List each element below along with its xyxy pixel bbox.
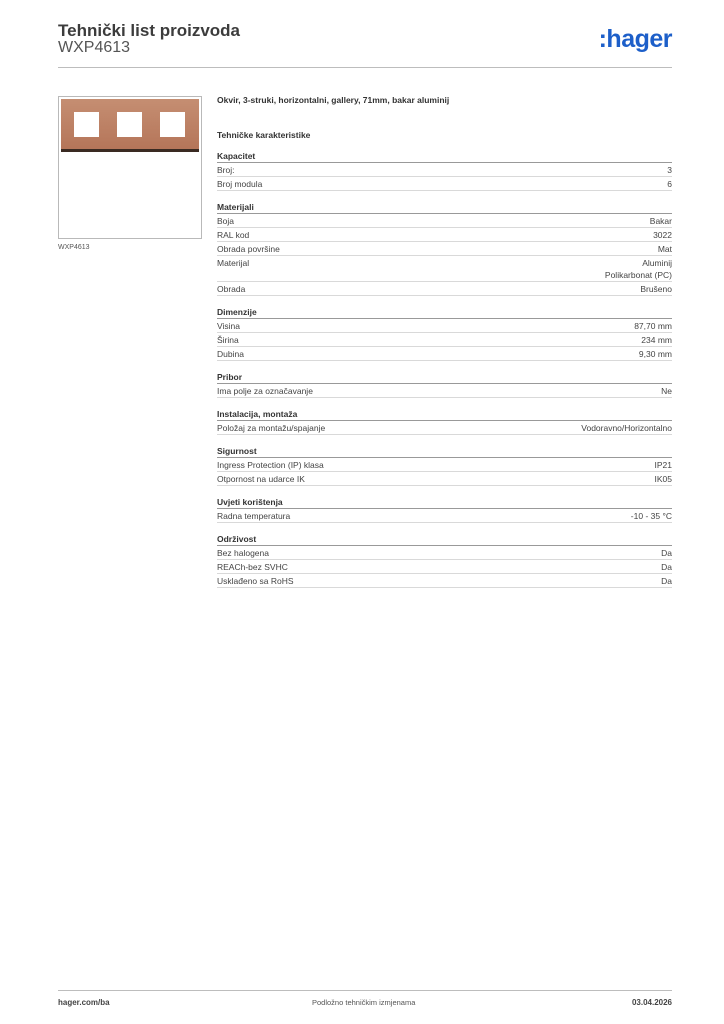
spec-row: [217, 163, 672, 177]
hager-logo: :hager: [598, 25, 672, 53]
spec-label: Broj modula: [217, 179, 263, 189]
spec-label: Bez halogena: [217, 548, 269, 558]
spec-label: Visina: [217, 321, 240, 331]
spec-value: 3: [667, 165, 672, 175]
spec-value: Vodoravno/Horizontalno: [581, 423, 672, 433]
frame-shadow: [61, 149, 199, 152]
frame-opening: [74, 112, 99, 137]
footer-date: 03.04.2026: [631, 998, 672, 1007]
spec-label: Dubina: [217, 349, 244, 359]
spec-label: Ingress Protection (IP) klasa: [217, 460, 324, 470]
spec-row: [217, 242, 672, 256]
spec-value: Da: [661, 548, 672, 558]
spec-value: Aluminij Polikarbonat (PC): [604, 258, 672, 280]
spec-value: Brušeno: [640, 284, 672, 294]
frame-opening: [160, 112, 185, 137]
spec-section: [217, 445, 672, 486]
spec-row: [217, 333, 672, 347]
frame-opening: [117, 112, 142, 137]
spec-row: [217, 384, 672, 398]
footer-website: hager.com/ba: [58, 998, 110, 1007]
spec-label: Radna temperatura: [217, 511, 291, 521]
spec-label: RAL kod: [217, 230, 250, 240]
spec-value: Bakar: [649, 216, 672, 226]
spec-label: Obrada: [217, 284, 246, 294]
spec-label: Otpornost na udarce IK: [217, 474, 305, 484]
spec-value: 6: [667, 179, 672, 189]
spec-row: [217, 574, 672, 588]
spec-label: Broj:: [217, 165, 235, 175]
product-code: WXP4613: [58, 39, 131, 56]
section-title: Pribor: [217, 371, 672, 384]
footer-divider: [58, 990, 672, 991]
section-title: Kapacitet: [217, 150, 672, 163]
spec-value: -10 - 35 °C: [630, 511, 672, 521]
spec-value: 234 mm: [641, 335, 672, 345]
section-title: Uvjeti korištenja: [217, 496, 672, 509]
spec-row: [217, 509, 672, 523]
spec-label: REACh-bez SVHC: [217, 562, 288, 572]
spec-row: [217, 282, 672, 296]
spec-row: [217, 228, 672, 242]
section-title: Instalacija, montaža: [217, 408, 672, 421]
section-title: Održivost: [217, 533, 672, 546]
section-title: Materijali: [217, 201, 672, 214]
spec-section: [217, 408, 672, 435]
spec-label: Materijal: [217, 258, 250, 268]
image-caption: WXP4613: [58, 244, 90, 251]
spec-section: [217, 150, 672, 191]
spec-label: Ima polje za označavanje: [217, 386, 313, 396]
spec-panel: [217, 95, 672, 588]
spec-sections: [217, 150, 672, 588]
header-divider: [58, 67, 672, 68]
spec-row: [217, 421, 672, 435]
spec-value: 3022: [653, 230, 672, 240]
spec-value: Ne: [661, 386, 672, 396]
section-title: Sigurnost: [217, 445, 672, 458]
spec-value: IK05: [654, 474, 672, 484]
spec-title: Tehničke karakteristike: [217, 130, 311, 140]
spec-row: [217, 214, 672, 228]
spec-label: Širina: [217, 335, 239, 345]
spec-section: [217, 371, 672, 398]
spec-section: [217, 533, 672, 588]
spec-section: [217, 201, 672, 296]
spec-label: Usklađeno sa RoHS: [217, 576, 294, 586]
spec-value: Da: [661, 562, 672, 572]
spec-value: Da: [661, 576, 672, 586]
spec-label: Boja: [217, 216, 235, 226]
frame-image: [61, 99, 199, 152]
spec-section: [217, 306, 672, 361]
spec-row: [217, 319, 672, 333]
spec-row: [217, 472, 672, 486]
spec-row: [217, 347, 672, 361]
spec-label: Obrada površine: [217, 244, 280, 254]
product-description: Okvir, 3-struki, horizontalni, gallery, 71mm, bakar aluminij: [217, 95, 450, 105]
spec-row: [217, 458, 672, 472]
spec-value: 87,70 mm: [634, 321, 672, 331]
spec-row: [217, 177, 672, 191]
spec-row: [217, 560, 672, 574]
spec-label: Položaj za montažu/spajanje: [217, 423, 326, 433]
footer-note: Podložno tehničkim izmjenama: [312, 998, 416, 1007]
spec-section: [217, 496, 672, 523]
spec-row: [217, 256, 672, 282]
spec-value: IP21: [654, 460, 672, 470]
spec-value: Mat: [657, 244, 672, 254]
page-title: Tehnički list proizvoda: [58, 21, 240, 40]
section-title: Dimenzije: [217, 306, 672, 319]
spec-value: 9,30 mm: [638, 349, 672, 359]
spec-row: [217, 546, 672, 560]
product-image: [58, 96, 202, 239]
